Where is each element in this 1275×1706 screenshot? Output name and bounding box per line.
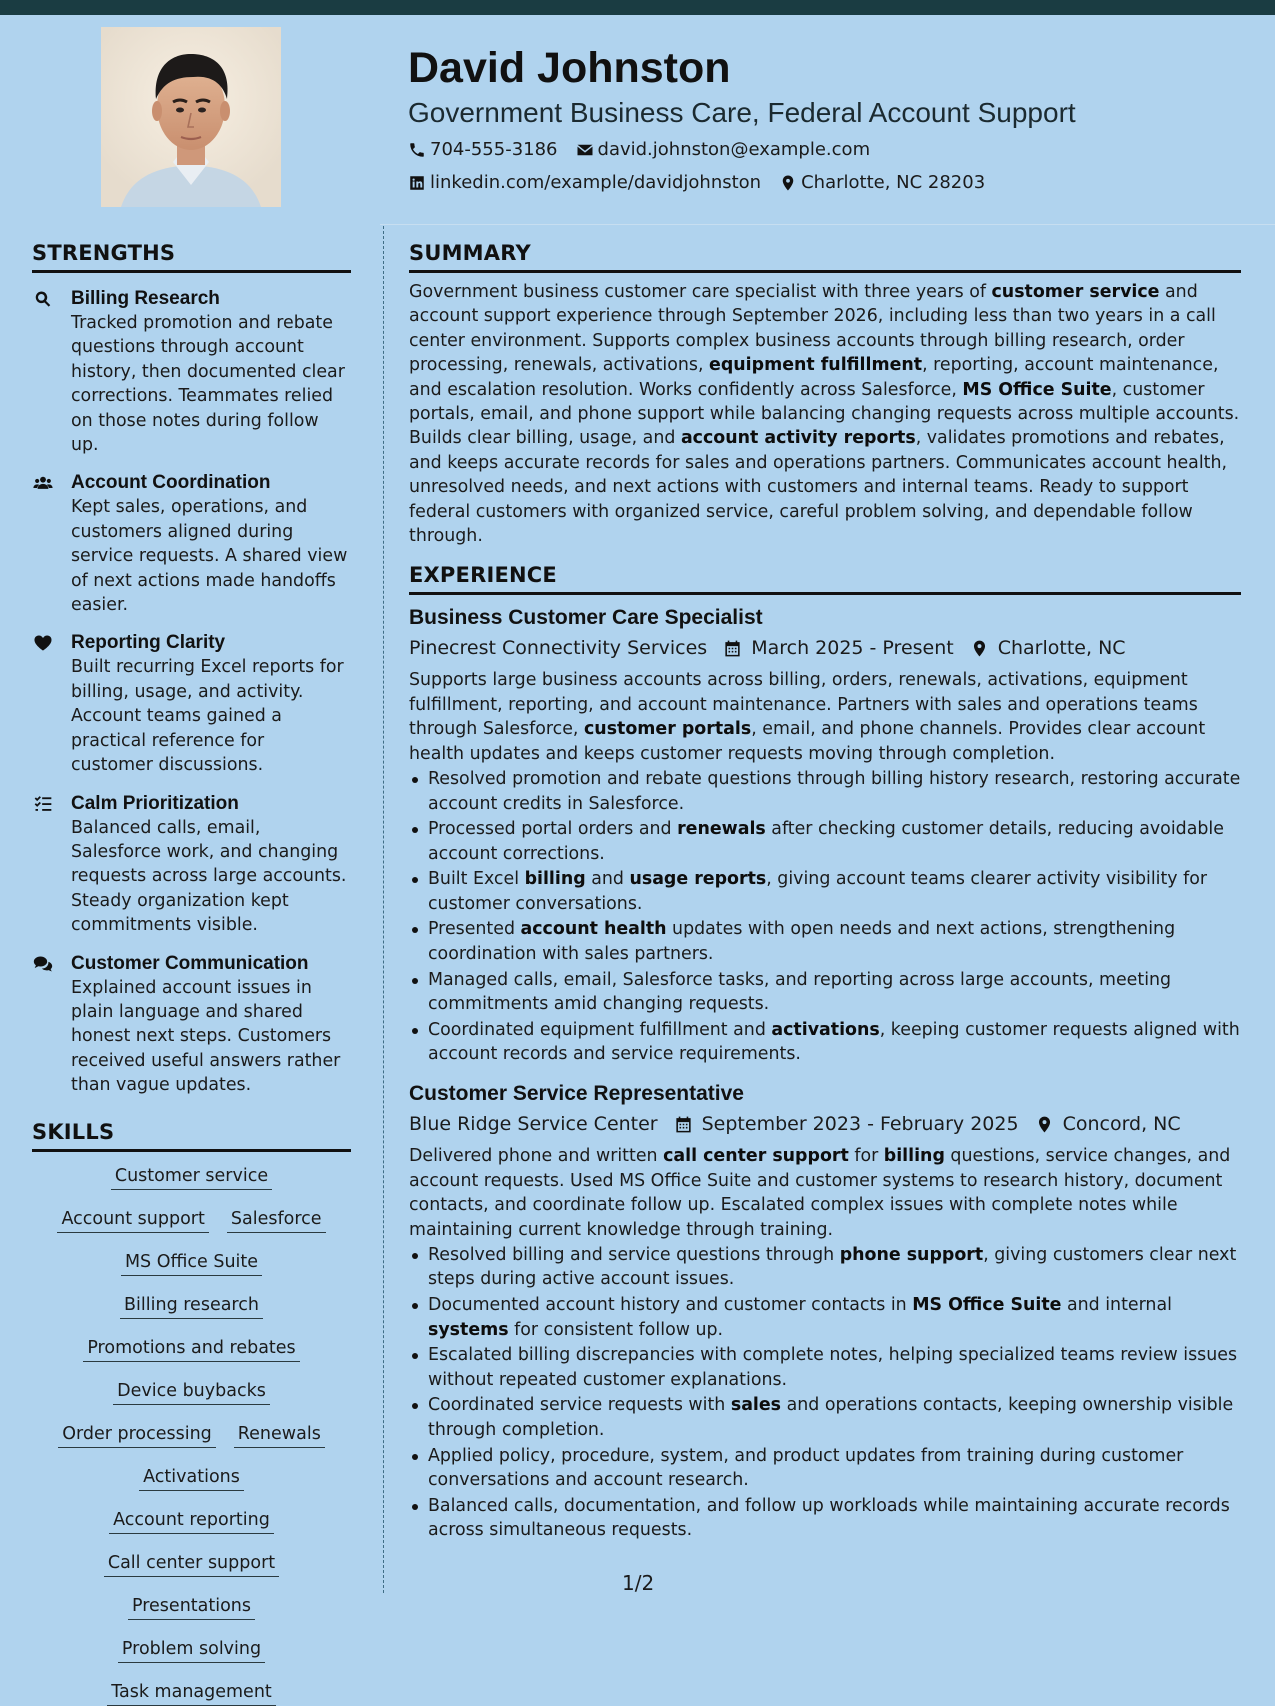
skill-tag: Billing research — [120, 1293, 263, 1319]
strengths-list — [32, 287, 351, 1098]
location-text: Charlotte, NC 28203 — [801, 172, 986, 193]
candidate-name: David Johnston — [408, 44, 731, 92]
job-description: Delivered phone and written call center support for billing questions, service changes, and account requests. Used MS Office Suite and customer systems to research history, document contacts, and coordinate follow up. Escalated complex issues with complete notes while maintaining current knowledge through training. — [409, 1146, 1231, 1240]
strength-description: Balanced calls, email, Salesforce work, and changing requests across large accounts. Steady organization kept commitments visible. — [71, 817, 347, 936]
skill-tag: Task management — [107, 1680, 276, 1706]
bullet-item: Applied policy, procedure, system, and product updates from training during customer conversations and account research. — [409, 1444, 1241, 1493]
email-contact[interactable] — [576, 138, 871, 162]
skill-tag: MS Office Suite — [121, 1250, 262, 1276]
job-title: Customer Service Representative — [409, 1082, 744, 1106]
job-meta — [409, 635, 1241, 661]
map-pin-icon — [1035, 1115, 1054, 1134]
sidebar — [32, 240, 351, 1706]
job-meta — [409, 1111, 1241, 1137]
bullet-item: Coordinated service requests with sales and operations contacts, keeping ownership visible through completion. — [409, 1393, 1241, 1442]
profile-photo — [101, 27, 281, 207]
calendar-icon — [674, 1115, 693, 1134]
skill-tag: Customer service — [111, 1164, 272, 1190]
strength-title: Customer Communication — [71, 952, 309, 974]
strength-description: Explained account issues in plain language and shared honest next steps. Customers received useful answers rather than vague updates. — [71, 977, 341, 1096]
bullet-item: Managed calls, email, Salesforce tasks, and reporting across large accounts, meeting commitments amid changing requests. — [409, 968, 1241, 1017]
skill-row — [34, 1637, 349, 1663]
bullet-item: Resolved billing and service questions through phone support, giving customers clear next steps during active account issues. — [409, 1243, 1241, 1292]
strength-item — [32, 792, 351, 938]
bullet-item: Resolved promotion and rebate questions through billing history research, restoring accurate account credits in Salesforce. — [409, 767, 1241, 816]
strengths-heading: STRENGTHS — [32, 240, 351, 273]
summary-section — [409, 240, 1241, 548]
skill-tag: Account reporting — [109, 1508, 274, 1534]
summary-text: Government business customer care specialist with three years of customer service and account support experience through September 2026, including less than two years in a call center environment. Supports complex business accounts through billing research, order processing, renewals, activations, equipment fulfillment, reporting, account maintenance, and escalation resolution. Works confidently across Salesforce, MS Office Suite, customer portals, email, and phone support while balancing changing requests across multiple accounts. Builds clear billing, usage, and account activity reports, validates promotions and rebates, and keeps accurate records for sales and operations partners. Communicates account health, unresolved needs, and next actions with customers and internal teams. Ready to support federal customers with organized service, careful problem solving, and dependable follow through. — [409, 282, 1240, 547]
skill-row — [34, 1293, 349, 1319]
strengths-section — [32, 240, 351, 1098]
skill-tag: Activations — [139, 1465, 244, 1491]
strength-description: Built recurring Excel reports for billing, usage, and activity. Account teams gained a practical reference for customer discussions. — [71, 657, 344, 776]
phone-contact — [408, 138, 558, 162]
strength-item — [32, 471, 351, 617]
contact-row-2 — [408, 171, 1248, 195]
company-name: Pinecrest Connectivity Services — [409, 637, 708, 660]
map-pin-icon — [779, 174, 797, 192]
header — [408, 42, 1248, 195]
experience-section — [409, 562, 1241, 1542]
skills-heading: SKILLS — [32, 1119, 351, 1152]
main-content — [409, 240, 1241, 1544]
skills-section — [32, 1119, 351, 1706]
bullet-item: Coordinated equipment fulfillment and activations, keeping customer requests aligned with account records and service requirements. — [409, 1018, 1241, 1067]
bullet-item: Presented account health updates with open needs and next actions, strengthening coordination with sales partners. — [409, 917, 1241, 966]
date-range: March 2025 - Present — [751, 637, 954, 660]
job-title: Business Customer Care Specialist — [409, 606, 763, 630]
map-pin-icon — [970, 639, 989, 658]
envelope-icon — [576, 141, 594, 159]
bullet-item: Escalated billing discrepancies with complete notes, helping specialized teams review issues without repeated customer explanations. — [409, 1343, 1241, 1392]
experience-heading: EXPERIENCE — [409, 562, 1241, 595]
job-location — [1031, 1111, 1181, 1137]
phone-icon — [408, 141, 426, 159]
task-list-icon — [32, 794, 54, 814]
strength-title: Account Coordination — [71, 472, 271, 494]
company-name: Blue Ridge Service Center — [409, 1113, 658, 1136]
column-divider — [383, 226, 384, 1593]
job-dates — [719, 635, 954, 661]
job-entry — [409, 1080, 1241, 1542]
header-divider — [380, 224, 1275, 225]
skills-list — [32, 1164, 351, 1706]
strength-item — [32, 631, 351, 777]
strength-item — [32, 952, 351, 1098]
strength-title: Reporting Clarity — [71, 632, 226, 654]
location-text: Concord, NC — [1062, 1113, 1181, 1136]
calendar-icon — [723, 639, 742, 658]
skill-tag: Call center support — [104, 1551, 279, 1577]
linkedin-icon — [408, 174, 426, 192]
skill-tag: Account support — [57, 1207, 208, 1233]
chat-icon — [32, 954, 54, 974]
strength-description: Tracked promotion and rebate questions through account history, then documented clear corrections. Teammates relied on those notes during follow up. — [71, 313, 345, 456]
phone-number: 704-555-3186 — [430, 139, 558, 160]
skill-tag: Problem solving — [118, 1637, 265, 1663]
contact-row-1 — [408, 138, 1248, 162]
job-location — [966, 635, 1126, 661]
skill-row — [34, 1680, 349, 1706]
bullet-item: Built Excel billing and usage reports, giving account teams clearer activity visibility for customer conversations. — [409, 867, 1241, 916]
job-entry — [409, 604, 1241, 1066]
job-bullets — [409, 767, 1241, 1066]
email-address[interactable]: david.johnston@example.com — [597, 139, 871, 160]
strength-item — [32, 287, 351, 457]
date-range: September 2023 - February 2025 — [701, 1113, 1019, 1136]
users-icon — [32, 473, 54, 493]
page-number: 1/2 — [622, 1571, 655, 1595]
skill-tag: Device buybacks — [113, 1379, 270, 1405]
linkedin-url[interactable]: linkedin.com/example/davidjohnston — [430, 172, 762, 193]
search-icon — [32, 289, 54, 309]
heart-icon — [32, 633, 54, 653]
linkedin-contact[interactable] — [408, 171, 761, 195]
job-dates — [670, 1111, 1019, 1137]
candidate-headline: Government Business Care, Federal Account Support — [408, 97, 1076, 128]
top-bar — [0, 0, 1275, 15]
skill-tag: Presentations — [128, 1594, 255, 1620]
skill-tag: Order processing — [58, 1422, 216, 1448]
bullet-item: Documented account history and customer contacts in MS Office Suite and internal systems for consistent follow up. — [409, 1293, 1241, 1342]
location-text: Charlotte, NC — [997, 637, 1126, 660]
skill-tag: Promotions and rebates — [83, 1336, 299, 1362]
job-bullets — [409, 1243, 1241, 1542]
skill-tag: Renewals — [234, 1422, 325, 1448]
strength-description: Kept sales, operations, and customers aligned during service requests. A shared view of next actions made handoffs easier. — [71, 497, 348, 616]
location-contact — [779, 171, 985, 195]
strength-title: Billing Research — [71, 288, 220, 309]
bullet-item: Processed portal orders and renewals after checking customer details, reducing avoidable account corrections. — [409, 817, 1241, 866]
job-description: Supports large business accounts across billing, orders, renewals, activations, equipment fulfillment, reporting, and account maintenance. Partners with sales and operations teams through Salesforce, customer portals, email, and phone channels. Provides clear account health updates and keeps customer requests moving through completion. — [409, 670, 1206, 764]
bullet-item: Balanced calls, documentation, and follow up workloads while maintaining accurate records across simultaneous requests. — [409, 1494, 1241, 1543]
strength-title: Calm Prioritization — [71, 792, 239, 814]
skill-row — [34, 1336, 349, 1362]
skill-row — [34, 1508, 349, 1534]
skill-tag: Salesforce — [227, 1207, 326, 1233]
summary-heading: SUMMARY — [409, 240, 1241, 273]
